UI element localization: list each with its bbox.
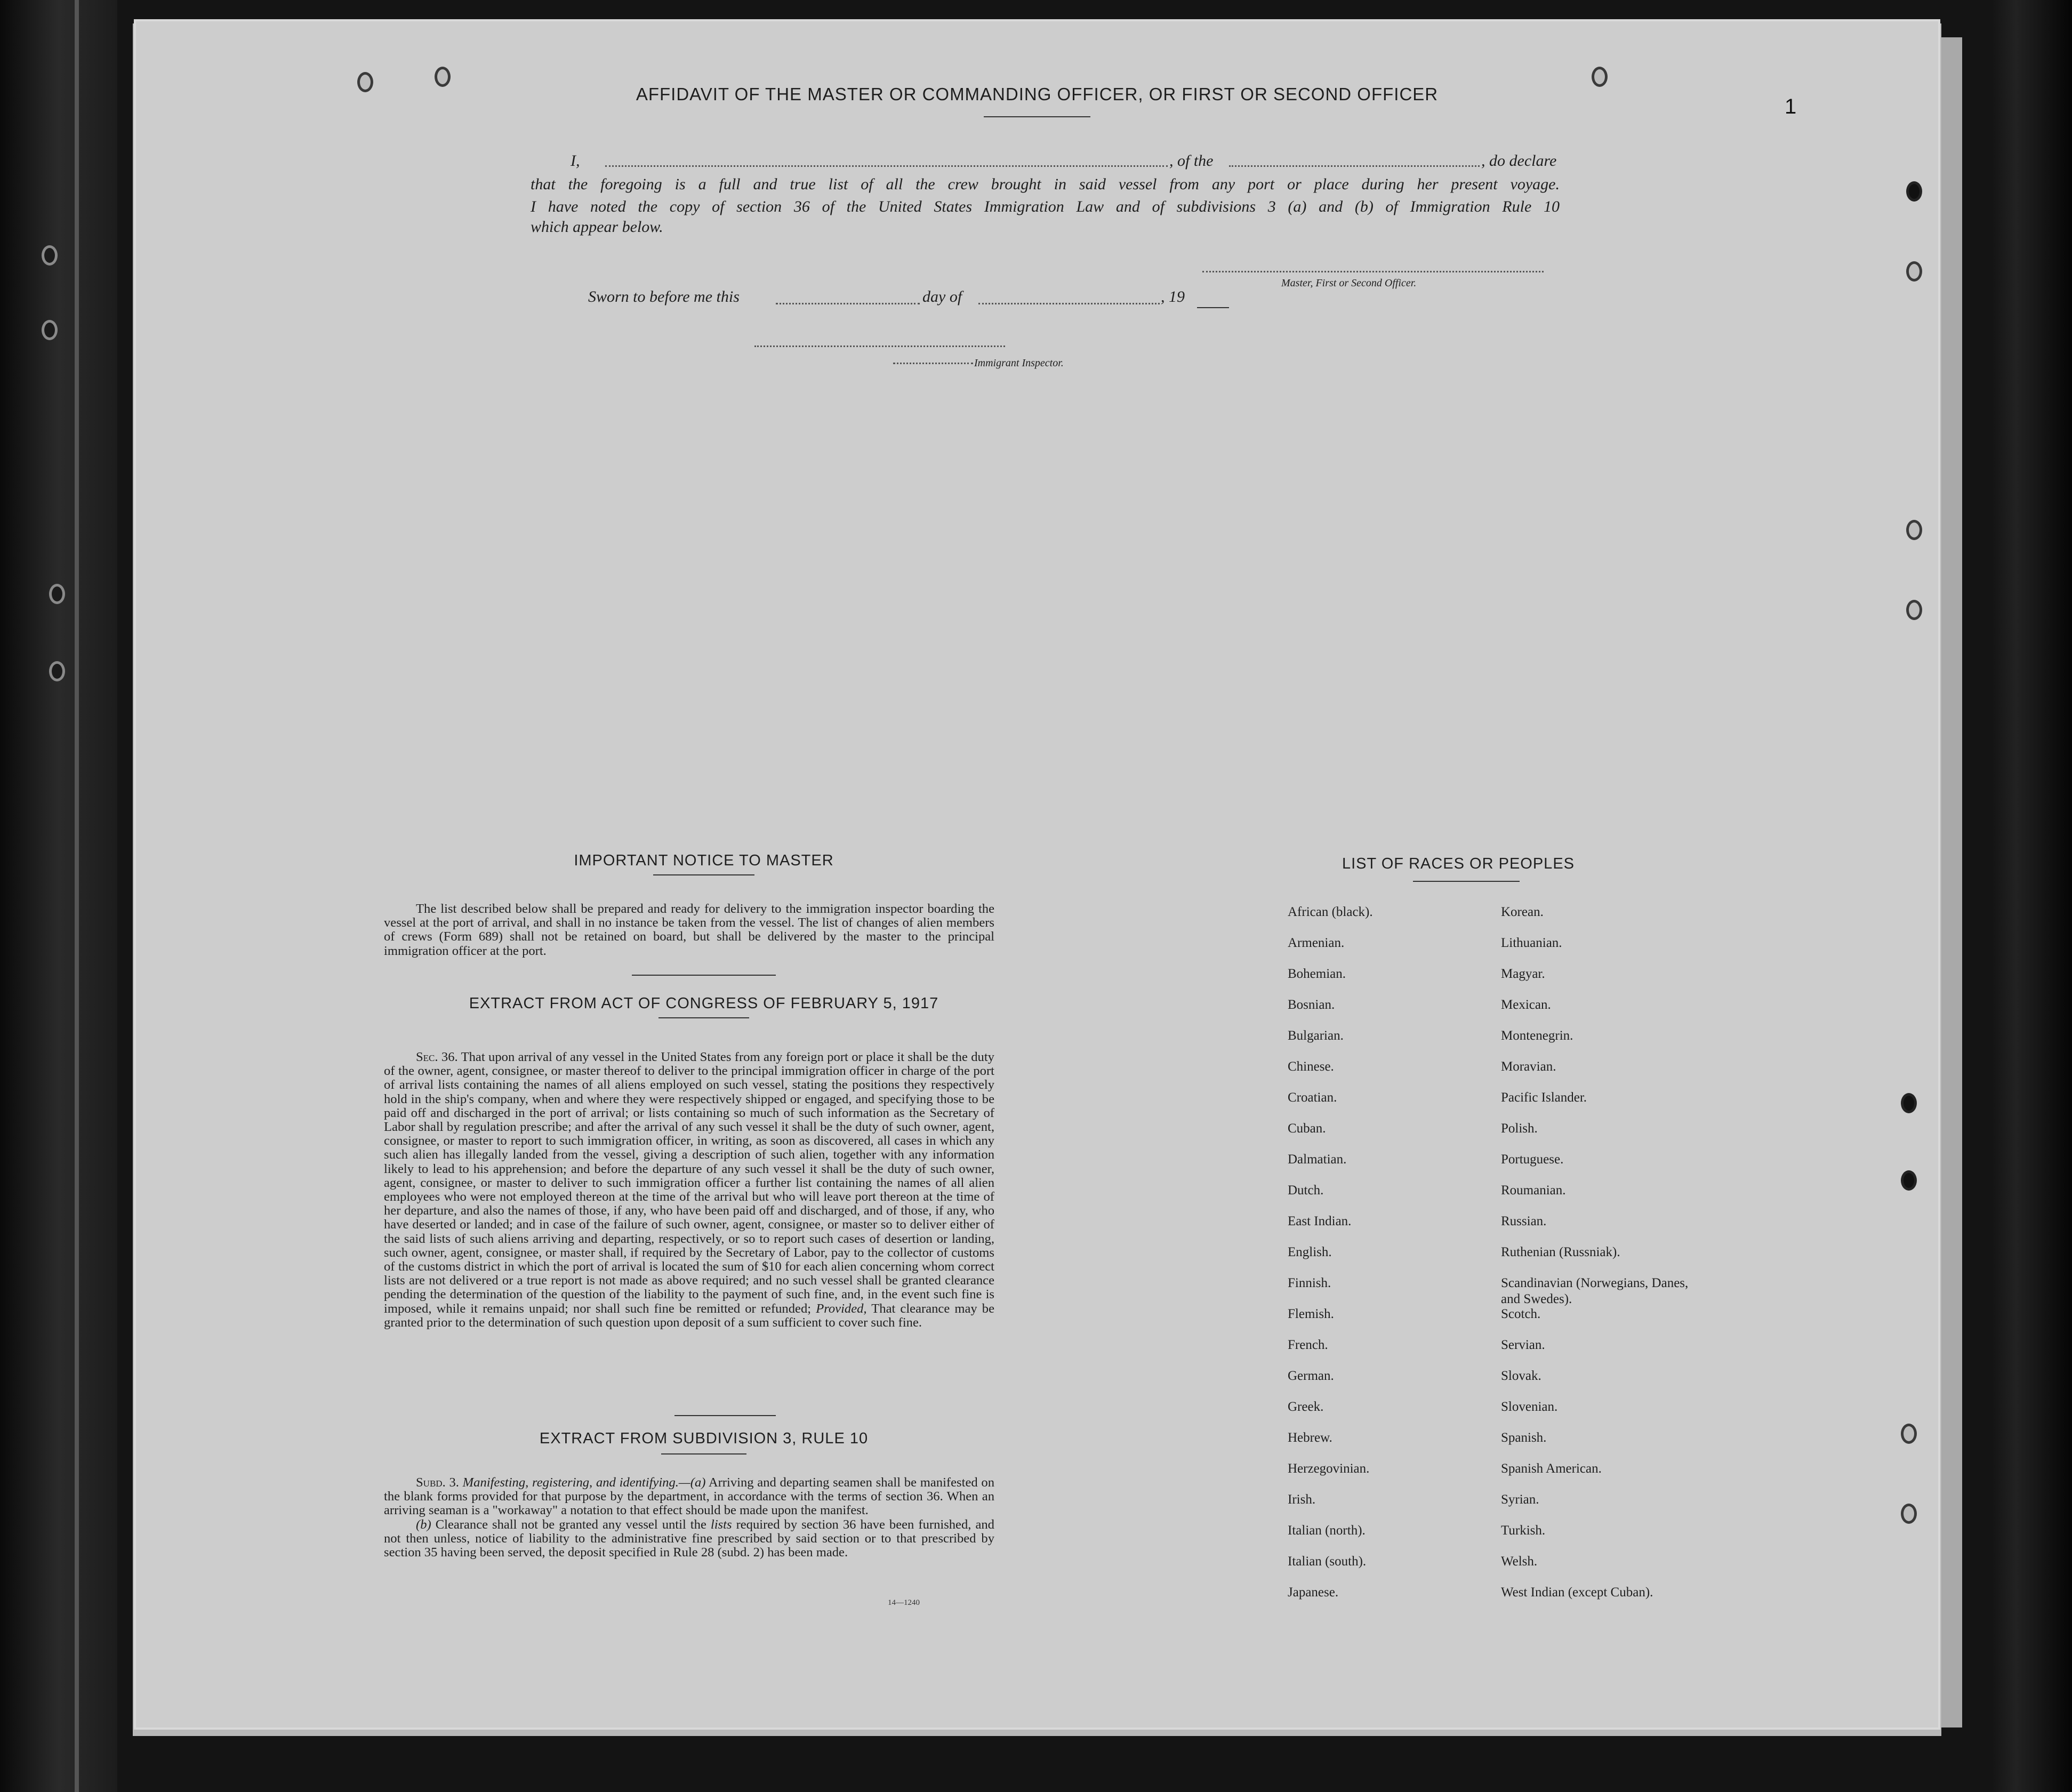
- races-rule: [1413, 881, 1520, 882]
- extract-rule-rule: [661, 1453, 746, 1455]
- race-item: Spanish American.: [1501, 1461, 1602, 1476]
- affidavit-of-the-label: , of the: [1169, 152, 1214, 170]
- race-item: Herzegovinian.: [1288, 1461, 1370, 1476]
- affidavit-declare-label: , do declare: [1481, 152, 1557, 170]
- race-item: Flemish.: [1288, 1307, 1334, 1321]
- affidavit-text-line: that the foregoing is a full and true list of all the crew brought in said vessel from any port or place during her present voyage.: [531, 175, 1560, 193]
- race-item: Cuban.: [1288, 1121, 1326, 1136]
- extract-act-text-end: That clearance may be granted prior to the determination of such question upon deposit of a sum sufficient to cover such fine.: [384, 1301, 994, 1330]
- extract-rule-paragraph: [384, 1476, 994, 1560]
- affidavit-text-line: I have noted the copy of section 36 of the United States Immigration Law and of subdivisions 3 (a) and (b) of Immigration Rule 10: [531, 198, 1560, 215]
- race-item: Scotch.: [1501, 1307, 1541, 1321]
- race-item: Dalmatian.: [1288, 1152, 1347, 1167]
- race-item: Montenegrin.: [1501, 1028, 1573, 1043]
- inspector-lead-dots: [893, 363, 973, 364]
- rule-heading: Manifesting, registering, and identifying.: [462, 1475, 679, 1490]
- extract-act-title: EXTRACT FROM ACT OF CONGRESS OF FEBRUARY 5, 1917: [469, 995, 939, 1012]
- race-item: Bohemian.: [1288, 967, 1346, 981]
- race-item: East Indian.: [1288, 1214, 1352, 1228]
- races-right-column: [1501, 904, 1704, 1616]
- race-item: Italian (south).: [1288, 1554, 1367, 1569]
- race-item: Italian (north).: [1288, 1523, 1366, 1538]
- race-item: Russian.: [1501, 1214, 1547, 1228]
- race-item: West Indian (except Cuban).: [1501, 1585, 1653, 1600]
- race-item: Servian.: [1501, 1338, 1545, 1352]
- extract-rule-title: EXTRACT FROM SUBDIVISION 3, RULE 10: [539, 1430, 869, 1447]
- year-label: , 19: [1161, 288, 1185, 306]
- sworn-label: Sworn to before me this: [588, 288, 740, 306]
- provided-label: Provided,: [816, 1301, 867, 1316]
- race-item: Lithuanian.: [1501, 936, 1562, 950]
- punch-hole: [1901, 1093, 1917, 1113]
- inspector-signature-blank[interactable]: [754, 345, 1005, 347]
- rule-a-text: Arriving and departing seamen shall be manifested on the blank forms provided for that purpose by the department, in accordance with the terms of section 36. When an arriving seaman is a "workaway" a notation to that effect should be made upon the manifest.: [384, 1475, 994, 1518]
- film-perforation: [49, 661, 65, 681]
- officer-label: Master, First or Second Officer.: [1281, 277, 1417, 289]
- race-item: Irish.: [1288, 1492, 1316, 1507]
- race-item: English.: [1288, 1245, 1332, 1259]
- race-item: Mexican.: [1501, 998, 1551, 1012]
- subd-label: Subd. 3.: [416, 1475, 459, 1490]
- extract-act-text: That upon arrival of any vessel in the United States from any foreign port or place it shall be the duty of the owner, agent, consignee, or master thereof to deliver to the principal immigration officer in charge of the port of arrival lists containing the names of all aliens employed on such vessel, stating the positions they respectively hold in the ship's company, when and where they were respectively shipped or engaged, and specifying those to be paid off and discharged in the port of arrival; or lists containing so much of such information as the Secretary of Labor shall by regulation prescribe; and after the arrival of any such vessel it shall be the duty of such owner, agent, consignee, or master to report to such immigration officer, in writing, as soon as discovered, all cases in which any such alien has illegally landed from the vessel, giving a description of such alien, together with any information likely to lead to his apprehension; and before the departure of any such vessel it shall be the duty of such owner, agent, consignee, or master to deliver to such immigration officer a further list containing the names of all alien employees who were not employed thereon at the time of the arrival but who will leave port thereon at the time of her departure, and also the names of those, if any, who have been paid off and discharged, and of those, if any, who have deserted or landed; and in case of the failure of such owner, agent, consignee, or master so to deliver either of the said lists of such aliens arriving and departing, respectively, or so to report such cases of desertion or landing, such owner, agent, consignee, or master shall, if required by the Secretary of Labor, pay to the collector of customs of the customs district in which the port of arrival is located the sum of $10 for each alien concerning whom correct lists are not delivered or a true report is not made as above required; and no such vessel shall be granted clearance pending the determination of the question of the liability to the payment of such fine, and, in the event such fine is imposed, while it remains unpaid; nor shall such fine be remitted or refunded;: [384, 1050, 994, 1316]
- film-edge-line: [75, 0, 79, 1792]
- film-perforation: [42, 320, 58, 340]
- race-item: Spanish.: [1501, 1431, 1547, 1445]
- punch-hole: [1901, 1504, 1917, 1524]
- sec-label: Sec. 36.: [416, 1050, 458, 1064]
- punch-hole: [1906, 520, 1922, 540]
- race-item: Korean.: [1501, 905, 1544, 919]
- name-blank[interactable]: [605, 165, 1168, 167]
- form-code: 14—1240: [888, 1598, 920, 1607]
- race-item: Armenian.: [1288, 936, 1345, 950]
- race-item: Moravian.: [1501, 1059, 1556, 1074]
- notice-title: IMPORTANT NOTICE TO MASTER: [574, 852, 834, 869]
- race-item: Syrian.: [1501, 1492, 1539, 1507]
- race-item: Japanese.: [1288, 1585, 1339, 1600]
- rule-b-text-2: required by section 36 have been furnished, and not then unless, notice of liability to the administrative fine prescribed by said section or to that prescribed by section 35 having been served, the deposit specified in Rule 28 (subd. 2) has been made.: [384, 1517, 994, 1560]
- affidavit-text-last-line: which appear below.: [531, 218, 663, 236]
- race-item: Hebrew.: [1288, 1431, 1332, 1445]
- notice-paragraph: [384, 902, 994, 958]
- extract-act-rule: [658, 1017, 749, 1018]
- year-blank: [1197, 307, 1229, 308]
- inspector-label: Immigrant Inspector.: [974, 357, 1064, 369]
- manifest-page: [136, 21, 1938, 1727]
- section-divider: [632, 975, 776, 976]
- section-divider: [674, 1415, 776, 1416]
- races-left-column: [1288, 904, 1490, 1616]
- race-item: Ruthenian (Russniak).: [1501, 1245, 1620, 1259]
- film-perforation: [42, 245, 58, 266]
- punch-hole: [1901, 1170, 1917, 1191]
- extract-act-paragraph: [384, 1050, 994, 1330]
- film-perforation: [49, 584, 65, 604]
- film-strip-left: [0, 0, 117, 1792]
- race-item: Portuguese.: [1501, 1152, 1564, 1167]
- punch-hole: [1906, 181, 1922, 202]
- race-item: Slovak.: [1501, 1369, 1541, 1383]
- race-item: Scandinavian (Norwegians, Danes, and Swedes).: [1501, 1276, 1689, 1306]
- race-item: Magyar.: [1501, 967, 1545, 981]
- race-item: African (black).: [1288, 905, 1373, 919]
- page-number: 1: [1785, 95, 1797, 118]
- vessel-blank[interactable]: [1229, 165, 1480, 167]
- punch-hole: [1906, 261, 1922, 282]
- races-title: LIST OF RACES OR PEOPLES: [1342, 855, 1575, 872]
- race-item: Bulgarian.: [1288, 1028, 1344, 1043]
- race-item: Finnish.: [1288, 1276, 1331, 1290]
- race-item: Dutch.: [1288, 1183, 1324, 1198]
- race-item: Slovenian.: [1501, 1400, 1558, 1414]
- notice-rule: [653, 874, 754, 875]
- rule-b-label: (b): [416, 1517, 431, 1532]
- lists-word: lists: [710, 1517, 732, 1532]
- punch-hole: [1901, 1424, 1917, 1444]
- title-rule: [984, 116, 1090, 117]
- race-item: Croatian.: [1288, 1090, 1337, 1105]
- rule-a-label: —(a): [678, 1475, 706, 1490]
- rule-b-text-1: Clearance shall not be granted any vessel until the: [435, 1517, 706, 1532]
- film-strip-right: [1992, 0, 2072, 1792]
- day-of-label: day of: [922, 288, 962, 306]
- notice-text: The list described below shall be prepared and ready for delivery to the immigration inspector boarding the vessel at the port of arrival, and shall in no instance be taken from the vessel. The list of changes of alien members of crews (Form 689) shall not be retained on board, but shall be delivered by the master to the principal immigration officer at the port.: [384, 902, 994, 958]
- affidavit-i-label: I,: [571, 152, 580, 170]
- race-item: Greek.: [1288, 1400, 1324, 1414]
- affidavit-title: AFFIDAVIT OF THE MASTER OR COMMANDING OFFICER, OR FIRST OR SECOND OFFICER: [636, 84, 1439, 104]
- sworn-day-blank[interactable]: [776, 303, 920, 304]
- race-item: German.: [1288, 1369, 1334, 1383]
- race-item: Bosnian.: [1288, 998, 1335, 1012]
- sworn-month-blank[interactable]: [978, 303, 1160, 304]
- race-item: Welsh.: [1501, 1554, 1538, 1569]
- race-item: Roumanian.: [1501, 1183, 1566, 1198]
- officer-signature-blank[interactable]: [1202, 271, 1544, 272]
- punch-hole: [1906, 600, 1922, 620]
- race-item: Chinese.: [1288, 1059, 1334, 1074]
- race-item: Turkish.: [1501, 1523, 1546, 1538]
- race-item: Pacific Islander.: [1501, 1090, 1587, 1105]
- race-item: French.: [1288, 1338, 1328, 1352]
- race-item: Polish.: [1501, 1121, 1538, 1136]
